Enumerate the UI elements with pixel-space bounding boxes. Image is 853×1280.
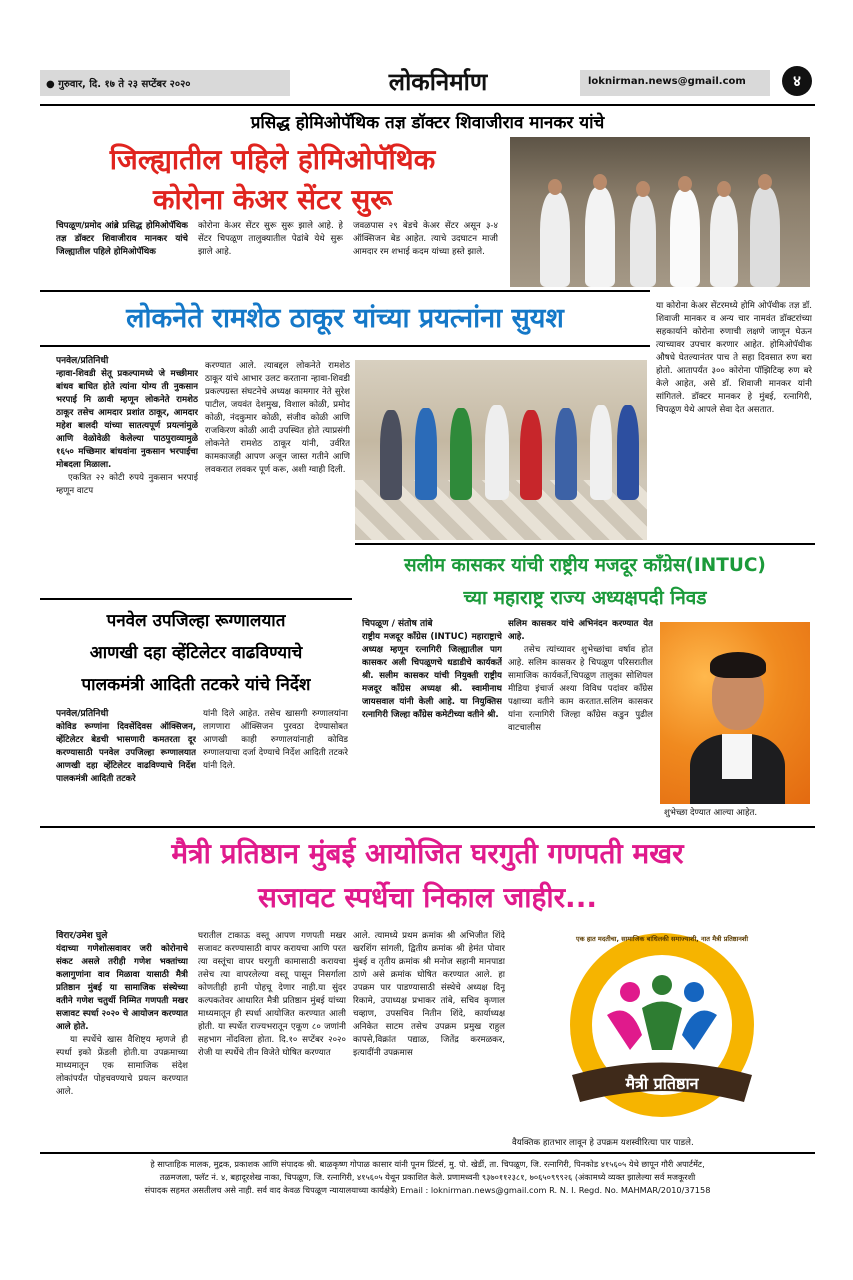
story1-col3: जवळपास २९ बेडचे केअर सेंटर असून ३-४ ऑक्सिजन बेड आहेत. त्याचे उदघाटन माजी आमदार रम शभाई कदम यांच्या हस्ते झाले. [353,221,498,257]
story2-headline: लोकनेते रामशेठ ठाकूर यांच्या प्रयत्नांना सुयश [126,303,564,334]
story4-headline-line1: पनवेल उपजिल्हा रूग्णालयात [106,611,286,631]
story2-photo [355,360,647,540]
story3-col1 [362,618,502,818]
story2-col1-bold: न्हावा-शिवडी सेतू प्रकल्पामध्ये जे मच्छीमार बांधव बाधित होते त्यांना योग्य ती नुकसान भरपाई मि ळावी म्हणून लोकनेते रामशेठ ठाकूर तसेच आमदार प्रशांत ठाकूर, आमदार महेश बालदी यांच्या सातत्यपूर्ण प्रयत्नांमुळे आणि वेळोवेळी केलेल्या पाठपुराव्यामुळे १६५० मच्छिमार बांधवांना नुकसान भरपाईचा मोबदला मिळाला. [56,369,198,470]
story4-col1 [56,708,196,820]
masthead-date: ● गुरुवार, दि. १७ ते २३ सप्टेंबर २०२० [46,79,191,90]
story3-portrait [660,622,810,804]
story3-col1-text: राष्ट्रीय मजदूर कॉंग्रेस (INTUC) महाराष्ट्राचे अध्यक्ष म्हणून रत्नागिरी जिल्ह्यातील पाग कासकर अली चिपळूणचे धडाडीचे कार्यकर्ते श्री. सलीम कासकर यांची नियुक्ती राष्ट्रीय मजदूर कॉंग्रेस अध्यक्ष श्री. स्वामीनाथ जायसवाल यांनी केली आहे. या नियुक्तिस रत्नागिरी जिल्हा कॉंग्रेस कमेटीच्या वतीने श्री. [362,632,502,720]
story3-col2-text: तसेच त्यांच्यावर शुभेच्छांचा वर्षाव होत आहे. सलिम कासकर हे चिपळूण परिसरातील सामाजिक कार्यकर्ते,चिपळूण तालुका सोशियल मीडिया इंचार्ज अश्या विविध पदांवर कॉंग्रेस पक्षाच्या वतीने काम करतात.सलिम कासकर यांना रत्नागिरी जिल्हा कॉंग्रेस कडुन पुढील वाटचालीस [508,645,653,733]
story1-kicker: प्रसिद्ध होमिओपॅथिक तज्ञ डॉक्टर शिवाजीराव मानकर यांचे [250,113,605,133]
masthead-email: loknirman.news@gmail.com [588,76,746,87]
story1-headline-line1: जिल्ह्यातील पहिले होमिओपॅथिक [109,143,436,176]
story5-col1-bold: यंदाच्या गणेशोत्सवावर जरी कोरोनाचे संकट असले तरीही गणेश भक्तांच्या कलागुणांना वाव मिळावा यासाठी मैत्री प्रतिष्ठान मुंबई या सामाजिक संस्थेच्या वतीने गणेश चतुर्थी निम्मित गणपती मखर सजावट स्पर्धा २०२० चे आयोजन करण्यात आले होते. [56,944,188,1032]
story3-headline-line1: सलीम कासकर यांची राष्ट्रीय मजदूर कॉंग्रेस(INTUC) [404,555,766,576]
story4-bottom-rule [40,826,815,828]
story4-byline: पनवेल/प्रतिनिधी [56,709,109,719]
maitri-logo-banner: मैत्री प्रतिष्ठान [625,1074,699,1093]
story3-caption: शुभेच्छा देण्यात आल्या आहेत. [664,808,758,818]
story5-caption: वैयक्तिक हातभार लावून हे उपक्रम यशस्वीरित्या पार पाडले. [512,1138,694,1148]
story2-byline: पनवेल/प्रतिनिधी [56,356,109,366]
story5-headline-line1: मैत्री प्रतिष्ठान मुंबई आयोजित घरगुती गणपती मखर [171,837,684,870]
story4-col2: यांनी दिले आहेत. तसेच खासगी रुग्णालयांना लागणारा ऑक्सिजन पुरवठा देण्यासोबत आणखी काही रुग्णालयांनाही कोविड रुग्णालयाचा दर्जा देण्याचे निर्देश आदिती तटकरे यांनी दिले. [203,709,348,771]
story1-photo [510,137,810,287]
story1-headline-line2: कोरोना केअर सेंटर सुरू [152,183,393,216]
masthead-rule [40,104,815,106]
page-number: ४ [782,66,812,96]
story5-byline: विरार/उमेश घुले [56,931,108,941]
story3-col2-bold: सलिम कासकर यांचे अभिनंदन करण्यात येत आहे. [508,619,653,642]
story5-headline-line2: सजावट स्पर्धेचा निकाल जाहीर... [258,881,597,914]
story5-col2: घरातील टाकाऊ वस्तू आपण गणपती मखर सजावट करण्यासाठी वापर करायचा आणि परत त्या वस्तूंचा वापर घरगुती कामासाठी करायचा तसेच त्या वापरलेल्या वस्तू पासून निसर्गाला कोणतीही हानी पोहचू देणार नाही.या सुंदर कल्पकतेवर आधारित मैत्री प्रतिष्ठान मुंबई यांच्या माध्यमातून ही स्पर्धा आयोजित करण्यात आली होती. या स्पर्धेत राज्यभरातून एकूण ८० जणांनी सहभाग नोंदविला होता. दि.१० सप्टेंबर २०२० रोजी या स्पर्धेचे तीन विजेते घोषित करण्यात [198,931,346,1058]
story1-side-col: या कोरोना केअर सेंटरमध्ये होमि ओपॅथीक तज्ञ डॉ. शिवाजी मानकर व अन्य चार नामवंत डॉक्टरांच्या सहकार्याने कोरोना रुणाची लक्षणे जाणून घेऊन त्याच्यावर उपचार करणार आहेत. होमिओपॅथीक औषधे घेतल्यानंतर पाच ते सहा दिवसात रुण बरा होतो. आतापर्यंत ३०० कोरोना पॉझिटिव्ह रुण बरे केले आहेत, असे डॉ. शिवाजी मानकर यांनी सांगितले. डॉक्टर मानकर हे मुंबई, रत्नागिरी, चिपळूण येथे आपले सेवा देत असतात. [656,301,812,415]
story2-rule [40,345,650,347]
footer [40,1158,815,1197]
story5-col1-rest: या स्पर्धेचे खास वैशिष्ट्य म्हणजे ही स्पर्धा इको फ्रेंडली होती.या उपक्रमाच्या माध्यमातून एक सामाजिक संदेश लोकांपर्यंत पोहचवण्याचे प्रयत्न करण्यात आले. [56,1035,188,1097]
footer-line1: हे साप्ताहिक मालक, मुद्रक, प्रकाशक आणि संपादक श्री. बाळकृष्ण गोपाळ कासार यांनी पूनम प्रिंटर्स, मु. पो. खेर्डी, ता. चिपळूण, जि. रत्नागिरी, पिनकोड ४१५६०५ येथे छापून गौरी अपार्टमेंट, [150,1159,705,1169]
story2-col1 [56,355,198,585]
story2-col1-rest: एकत्रित २२ कोटी रुपये नुकसान भरपाई म्हणून वाटप [56,473,198,496]
story1-col2: कोरोना केअर सेंटर सुरू सुरू झाले आहे. हे सेंटर चिपळूण तालुक्यातील पेढांबे येथे सुरू झाले आहे. [198,221,343,257]
story2-bottom-rule [40,598,352,600]
maitri-logo [512,930,812,1135]
maitri-logo-art [512,930,812,1135]
story3-col2 [508,618,653,823]
footer-line2: तळमजला, फ्लॅट नं. ४, बहादूरशेख नाका, चिपळूण, जि. रत्नागिरी, ४१५६०५ येथून प्रकाशित केले. प्रणामध्वनी ९३७०११२३८१, ७०६५०९९९२६ (अंकामध्ये व्यक्त झालेल्या सर्व मजकूरशी [159,1172,696,1182]
story3-byline: चिपळूण / संतोष तांबे [362,619,433,629]
story4-headline-line3: पालकमंत्री आदिती तटकरे यांचे निर्देश [81,675,311,695]
footer-rule [40,1152,815,1154]
story1-rule [40,290,650,292]
story2-col2: करण्यात आले. त्याबद्दल लोकनेते रामशेठ ठाकूर यांचे आभार उलट करताना न्हावा-शिवडी प्रकल्पग्रस्त संघटनेचे अध्यक्ष कामगार नेते सुरेश पाटील, जयवंत देशमुख, विशाल कोळी, प्रमोद कोळी, नंदकुमार कोळी, संजीव कोळी आणि राजकिरण कोळी आदी उपस्थित होते त्याप्रसंगी लोकनेते रामशेठ ठाकूर यांनी, उर्वरित कामकाजही आपण अजून जास्त गतीने आणि लवकरात लवकर पूर्ण करू, अशी ग्वाही दिली. [205,361,350,475]
maitri-logo-arc-text: एक हात मदतीचा, सामाजिक बांधिलकी समाज्याशी, नात मैत्री प्रतिष्ठानशी [575,935,748,943]
footer-line3: संपादक सहमत असतीलच असे नाही. सर्व वाद केवळ चिपळूण न्यायालयाच्या कार्यक्षेत्रे) Email : loknirman.news@gmail.com R. N. I. Regd. No. MAHMAR/2010/37158 [144,1185,711,1195]
story1-col1: चिपळूण/प्रमोद आंब्रे प्रसिद्ध होमिओपॅथिक तज्ञ डॉक्टर शिवाजीराव मानकर यांचे जिल्ह्यातील पहिले होमिओपॅथिक [56,221,188,257]
story3-headline-line2: च्या महाराष्ट्र राज्य अध्यक्षपदी निवड [463,587,707,609]
masthead-logo: लोकनिर्माण [388,67,488,96]
story5-col3: आले. त्यामध्ये प्रथम क्रमांक श्री अभिजीत शिंदे खरशिंग सांगली, द्वितीय क्रमांक श्री हेमंत पोवार मुंबई व तृतीय क्रमांक श्री मनोज सहानी मानपाडा ठाणे असे क्रमांक घोषित करण्यात आले. हा उपक्रम पार पाडण्यासाठी संस्थेचे अध्यक्ष दिनू रिकामे, उपाध्यक्ष प्रभाकर तांबे, सचिव कृणाल चव्हाण, उपसचिव नितीन शिंदे, कार्याध्यक्ष अनिकेत साटम तसेच उपक्रम प्रमुख राहुल कापसे,विक्रांत पद्याळ, जितेंद्र करमळकर, इत्यादींनी उपक्रमास [353,931,505,1058]
story3-top-rule [355,543,815,545]
story4-col1-text: कोविड रूग्णांना दिवसेंदिवस ऑक्सिजन, व्हेंटिलेटर बेडची भासणारी कमतरता दूर करण्यासाठी पनवेल उपजिल्हा रूग्णालयात आणखी दहा व्हेंटिलेटर वाढविण्याचे निर्देश पालकमंत्री आदिती तटकरे [56,722,196,784]
masthead [40,62,815,104]
story5-col1 [56,930,188,1145]
story4-headline-line2: आणखी दहा व्हेंटिलेटर वाढविण्याचे [89,643,303,663]
